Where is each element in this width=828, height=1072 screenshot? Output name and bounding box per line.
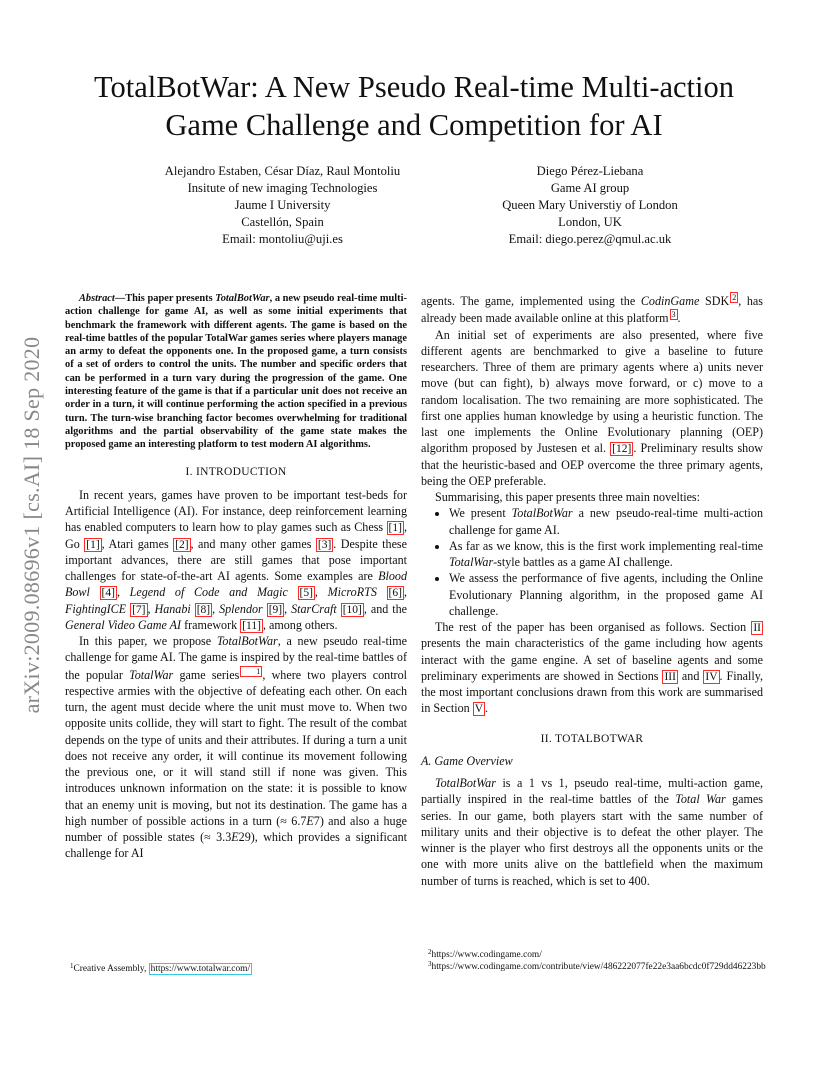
platform-name: CodinGame <box>640 294 700 308</box>
author-names: Alejandro Estaben, César Díaz, Raul Montoliu <box>164 164 401 178</box>
text: , where two players control respective armies with the objective of defeating each other. On each turn, the agent must decide where the unit must move to. When two opposite units collide, they will start to fight. The result of the combat depends on the type of units and their attributes. If during a turn a unit does not receive any order, it will continue its movement following the previous one, or it will stand still if none was given. This introduces unknown information on the state: it is possible to know that an enemy unit is moving, but not its destination. The game has a high number of possible actions in a turn (≈ 6.7 <box>65 667 407 828</box>
left-column <box>65 292 407 862</box>
game-name: TotalBotWar <box>511 506 573 521</box>
footnote-url: https://www.codingame.com/ <box>431 950 542 960</box>
text: , a new pseudo real-time challenge for game AI. The game is inspired by the real-time battles of the popular <box>65 634 407 682</box>
game-name: Splendor <box>219 601 263 616</box>
game-name: StarCraft <box>291 601 337 616</box>
text: framework <box>181 617 241 632</box>
right-column <box>421 292 763 889</box>
right-paragraph-1 <box>421 292 763 327</box>
author-names: Diego Pérez-Liebana <box>536 164 644 178</box>
text: , <box>212 601 220 616</box>
citation-link[interactable]: [6] <box>388 587 402 600</box>
abstract-lead: Abstract <box>79 293 115 304</box>
text: , and the <box>363 601 408 616</box>
footnote-text: Creative Assembly, <box>73 964 149 974</box>
section-link[interactable]: V <box>474 703 484 716</box>
abstract <box>65 292 407 452</box>
text: , has already been made available online at this platform <box>421 294 764 326</box>
text: games series. In our game, both players start with the same number of military units and their objective is to defeat the other player. The winner is the player who first destroys all the opponents units or the one with more units alive on the battlefield when the maximum number of turns is reached, which is set to 400. <box>421 792 764 888</box>
text: In this paper, we propose <box>79 634 217 649</box>
abstract-game-name: TotalBotWar <box>215 293 270 304</box>
text: , <box>116 585 130 600</box>
text: -style battles as a game AI challenge. <box>493 555 673 569</box>
text: We present <box>449 506 512 521</box>
list-item <box>449 505 763 538</box>
abstract-body: , a new pseudo real-time multi-action challenge for game AI, as well as some initial experiments that benchmark the framework with different agents. The game is based on the real-time battles of the popular TotalWar games series where players manage an army to defeat the opponents one. In the proposed game, a turn consists of a set of orders to control the units. The number and specific orders that can be performed in a turn vary during the progression of the game. One interesting feature of the game is that if a particular unit does not receive an order in a turn, it will continue performing the action specified in a previous turn. The turn-wise branching factor becomes overwhelming for traditional algorithms and the partial observability of the game state makes the proposed game an interesting platform to test modern AI algorithms. <box>65 293 407 451</box>
text: The rest of the paper has been organised as follows. Section <box>435 620 752 634</box>
footnote-1 <box>70 960 252 976</box>
paper-title <box>60 68 768 144</box>
math-symbol: E <box>306 813 314 828</box>
citation-link[interactable]: [3] <box>317 538 332 551</box>
citation-link[interactable]: [2] <box>175 538 189 551</box>
intro-paragraph-1 <box>65 487 407 633</box>
section-link[interactable]: III <box>664 670 676 683</box>
citation-link[interactable]: [5] <box>299 587 313 600</box>
text: game series <box>173 667 240 682</box>
text: , <box>403 585 407 600</box>
author-block-1 <box>130 163 435 248</box>
novelties-list <box>421 505 763 619</box>
author-affiliation: Castellón, Spain <box>241 215 324 229</box>
title-line-1: TotalBotWar: A New Pseudo Real-time Multi-action <box>93 70 735 104</box>
author-affiliation: Jaume I University <box>234 198 331 212</box>
text: , Atari games <box>101 536 174 551</box>
text: , <box>284 601 292 616</box>
text: is a 1 vs 1, pseudo real-time, multi-action game, partially inspired in the real-time battles of the <box>421 776 763 807</box>
section-link[interactable]: IV <box>705 670 718 683</box>
text: , and many other games <box>190 536 316 551</box>
text: , among others. <box>262 617 338 632</box>
section-heading-introduction: I. INTRODUCTION <box>185 465 287 478</box>
footnote-mark: 1 <box>70 962 74 970</box>
text: . Despite these important advances, there are still games that pose important challenges for state-of-the-art AI agents. Some examples are <box>65 536 408 584</box>
author-affiliation: Game AI group <box>550 181 630 195</box>
text: presents the main characteristics of the game including how agents interact with the game engine. A set of baseline agents and some preliminary experiments are showed in Sections <box>421 636 763 683</box>
title-line-2: Game Challenge and Competition for AI <box>165 108 663 142</box>
text: . <box>677 311 681 326</box>
citation-link[interactable]: [4] <box>101 587 115 600</box>
text: . Finally, the most important conclusions drawn from this work are summarised in Section <box>421 668 763 716</box>
list-item <box>449 570 763 619</box>
footnote-link[interactable]: 1 <box>240 666 262 677</box>
citation-link[interactable]: [7] <box>132 603 146 616</box>
footnote-link[interactable]: 3 <box>671 310 676 320</box>
citation-link[interactable]: [10] <box>342 603 362 616</box>
game-name: TotalWar <box>129 667 174 682</box>
game-name: TotalBotWar <box>435 776 496 790</box>
list-item <box>449 538 763 571</box>
citation-link[interactable]: [12] <box>612 443 632 456</box>
section-link[interactable]: II <box>753 622 761 634</box>
game-name: TotalWar <box>449 555 494 569</box>
right-paragraph-2 <box>421 327 763 490</box>
game-name: Blood Bowl <box>65 569 407 600</box>
citation-link[interactable]: [11] <box>242 619 261 632</box>
game-name: TotalBotWar <box>216 634 278 649</box>
text: As far as we know, this is the first work implementing real-time <box>449 538 763 553</box>
citation-link[interactable]: [1] <box>86 538 100 551</box>
footnote-mark: 2 <box>428 948 432 956</box>
game-overview-paragraph <box>421 775 763 889</box>
author-affiliation: Insitute of new imaging Technologies <box>187 181 378 195</box>
text: and <box>677 668 704 683</box>
footnote-url: https://www.codingame.com/contribute/view/486222077fe22e3aa6bcdc0f729dd46223bb <box>431 962 766 972</box>
footnote-url-link[interactable]: https://www.totalwar.com/ <box>150 964 251 974</box>
game-name: Hanabi <box>154 601 191 616</box>
footnote-link[interactable]: 2 <box>732 293 737 302</box>
text: 29), which provides a significant challenge for AI <box>65 830 407 861</box>
abstract-text: —This paper presents <box>114 293 216 304</box>
text: , <box>314 585 328 600</box>
text: SDK <box>699 294 730 308</box>
citation-link[interactable]: [1] <box>388 522 402 535</box>
game-name: MicroRTS <box>327 585 377 600</box>
game-name: Total War <box>675 792 726 807</box>
right-paragraph-3: Summarising, this paper presents three main novelties: <box>435 490 700 504</box>
arxiv-stamp-text: arXiv:2009.08696v1 [cs.AI] 18 Sep 2020 <box>19 336 44 714</box>
text: . Preliminary results show that the heuristic-based and OEP overcome the three primary agents, being the OEP preferable. <box>421 441 763 488</box>
right-paragraph-4 <box>421 619 763 717</box>
text: , <box>147 601 155 616</box>
author-email: Email: montoliu@uji.es <box>222 232 343 246</box>
text: a new pseudo-real-time multi-action challenge for game AI. <box>449 506 763 537</box>
text: , Go <box>65 520 407 551</box>
text: . <box>485 701 489 716</box>
text: 7) and also a huge number of possible states (≈ 3.3 <box>65 813 407 845</box>
game-name: General Video Game AI <box>65 617 182 632</box>
citation-link[interactable]: [8] <box>196 603 211 616</box>
footnote-3 <box>428 958 766 974</box>
game-name: FightingICE <box>65 601 127 616</box>
author-block-2 <box>475 163 705 248</box>
subsection-heading: A. Game Overview <box>421 753 513 768</box>
author-affiliation: London, UK <box>558 215 622 229</box>
intro-paragraph-2 <box>65 633 407 862</box>
section-heading-totalbotwar: II. TOTALBOTWAR <box>540 732 644 745</box>
author-affiliation: Queen Mary Universtiy of London <box>502 198 678 212</box>
text: In recent years, games have proven to be important test-beds for Artificial Intelligence (AI). For instance, deep reinforcement learning has enabled computers to learn how to play games such as Chess <box>65 487 407 535</box>
game-name: Legend of Code and Magic <box>129 585 288 600</box>
text: agents. The game, implemented using the <box>421 294 641 308</box>
text: An initial set of experiments are also presented, where five different agents are benchmarked to give a baseline to future researchers. Three of them are primary agents where a) units never move (but can fight), b) always move forward, or c) move to a random localisation. The two remaining are more sophisticated. The first one applies human knowledge by using a heuristic function. The last one implements the Online Evolutionary planning (OEP) algorithm proposed by Justesen et al. <box>421 327 763 456</box>
author-email: Email: diego.perez@qmul.ac.uk <box>508 232 672 246</box>
math-symbol: E <box>231 830 239 845</box>
text: We assess the performance of five agents, including the Online Evolutionary Planning algorithm, in the proposed game AI challenge. <box>449 571 763 618</box>
footnote-mark: 3 <box>428 960 432 968</box>
arxiv-stamp <box>12 295 52 755</box>
citation-link[interactable]: [9] <box>268 603 283 616</box>
